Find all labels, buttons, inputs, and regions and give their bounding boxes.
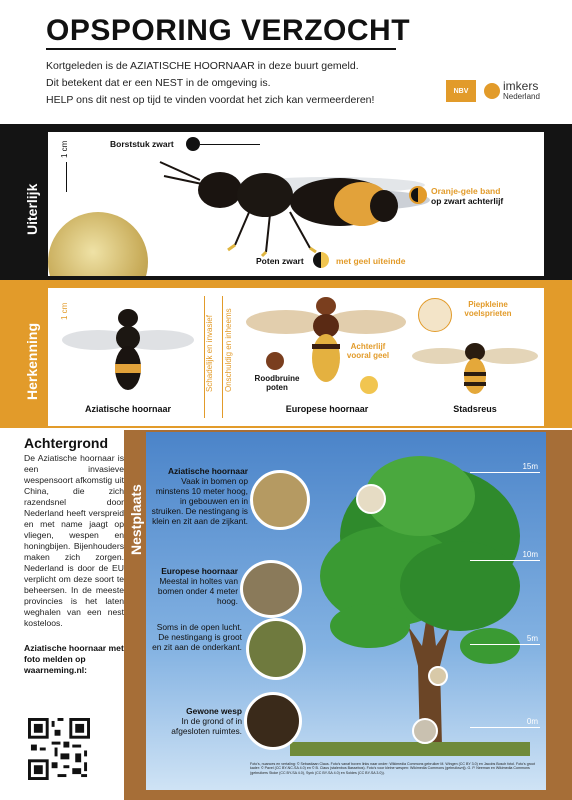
callout-band-line1: Oranje-gele band: [431, 186, 501, 196]
imkers-logo-text: imkers: [503, 78, 539, 93]
thorax-marker: [186, 137, 200, 151]
title-underline: [46, 48, 396, 50]
nest-entry-europees-text: Meestal in holtes van bomen onder 4 meter hoog.: [157, 576, 238, 606]
photo-wasp-nest: [244, 692, 302, 750]
page-title: OPSPORING VERZOCHT: [46, 14, 411, 47]
label-achterlijf: Achterlijf vooral geel: [346, 342, 390, 360]
intro-line-2: Dit betekent dat er een NEST in de omgeving is.: [46, 77, 271, 89]
uiterlijk-scale: 1 cm: [60, 140, 69, 158]
divider-right: [222, 296, 223, 418]
achtergrond-heading: Achtergrond: [24, 435, 108, 451]
netherlands-map-icon: [484, 83, 500, 99]
abdomen-marker: [409, 186, 427, 204]
stadsreus-image: [412, 334, 538, 398]
nestplaats-label: Nestplaats: [128, 484, 144, 555]
tree-image: [290, 446, 530, 756]
nest-entry-aziatisch-title: Aziatische hoornaar: [167, 466, 248, 476]
imkers-logo: [484, 78, 540, 101]
height-10m: [470, 550, 540, 561]
nbv-logo: NBV: [446, 80, 476, 102]
callout-poten: Poten zwart: [256, 256, 304, 266]
european-nest-marker: [428, 666, 448, 686]
scale-bar: [66, 162, 67, 192]
nest-entry-wesp-title: Gewone wesp: [186, 706, 242, 716]
herkenning-label: Herkenning: [24, 322, 40, 400]
nest-entry-europees: [150, 566, 238, 606]
nest-entry-wesp: [150, 706, 242, 736]
nest-entry-europees-title: Europese hoornaar: [161, 566, 238, 576]
report-cta: Aziatische hoornaar met foto melden op waarneming.nl:: [24, 643, 124, 675]
euro-coin: [48, 212, 148, 276]
label-schadelijk: Schadelijk en invasief: [205, 315, 214, 392]
caption-europees: Europese hoornaar: [285, 404, 369, 414]
logos: [446, 80, 540, 102]
nest-entry-open: Soms in de open lucht. De nestingang is groot en zit aan de onderkant.: [152, 622, 242, 652]
caption-aziatisch: Aziatische hoornaar: [84, 404, 172, 414]
callout-geel: met geel uiteinde: [336, 256, 406, 266]
callout-band-line2: op zwart achterlijf: [431, 196, 504, 206]
photo-european-nest-cavity: [240, 560, 302, 618]
nest-entry-aziatisch-text: Vaak in bomen op minstens 10 meter hoog, in gebouwen en in struiken. De nestingang is klein en zit aan de zijkant.: [151, 476, 248, 526]
caption-stadsreus: Stadsreus: [453, 404, 497, 414]
height-0m: [470, 717, 540, 728]
intro-line-3: HELP ons dit nest op tijd te vinden voordat het zich kan vermeerderen!: [46, 94, 375, 106]
height-15m: [470, 462, 540, 473]
label-roodbruin: Roodbruine poten: [254, 374, 300, 392]
qr-code[interactable]: [28, 718, 90, 780]
roodbruin-marker: [266, 352, 284, 370]
label-onschuldig: Onschuldig en inheems: [224, 308, 233, 392]
photo-credits: Foto's, nuances en vertaling: © Sebastiaan Claus. Foto's vanaf boven links naar onder: Wikimedia Commons gebruiker M. Wingen (CC BY 3.0) en Jacobs Bosch fotol. Foto's groot kader: © Pavel (CC BY-NC-SA 4.0) en © B. Claus (stalenbos Bassebos). Foto's voor kleine wespen: Wikimedia Commons (gebruiksvrij). G. P. Neeman en Wikimedia Commons (gebruikers Stoke (CC BY-SA 4.0), Synk (CC BY-SA 4.0) en Soldes (CC BY-SA 3.0)).: [250, 762, 535, 775]
imkers-logo-sub: Nederland: [503, 91, 540, 101]
nest-entry-aziatisch: [150, 466, 248, 526]
height-15m-label: 15m: [522, 462, 538, 471]
nest-entry-wesp-text: In de grond of in afgesloten ruimtes.: [171, 716, 242, 736]
achtergrond-body: De Aziatische hoornaar is een invasieve wespensoort afkomstig uit China, die zich razendsnel door Nederland heeft verspreid en met name jaagt op vliegen, wespen en honingbijen. Bijenhouders maken zich zorgen. Nederland is door de EU verplicht om deze soort te beheersen. In de meeste provincies is het laten weghalen van een nest kosteloos.: [24, 453, 124, 628]
intro-text: [46, 58, 374, 109]
geel-marker: [360, 376, 378, 394]
achtergrond-section: [24, 435, 124, 676]
photo-european-nest-open: [246, 618, 306, 680]
uiterlijk-label: Uiterlijk: [24, 183, 40, 235]
antennae-zoom: [418, 298, 452, 332]
callout-band: [431, 186, 503, 206]
height-0m-label: 0m: [526, 717, 538, 726]
height-5m: [470, 634, 540, 645]
photo-asian-nest: [250, 470, 310, 530]
height-5m-label: 5m: [526, 634, 538, 643]
wasp-nest-marker: [412, 718, 438, 744]
asian-nest-marker: [356, 484, 386, 514]
hornet-image: [140, 140, 450, 260]
callout-borststuk: Borststuk zwart: [110, 139, 174, 149]
herkenning-scale: 1 cm: [60, 302, 69, 320]
leg-marker: [313, 252, 329, 268]
label-piepklein: Piepkleine voelsprieten: [464, 300, 512, 318]
intro-line-1: Kortgeleden is de AZIATISCHE HOORNAAR in deze buurt gemeld.: [46, 60, 359, 72]
height-10m-label: 10m: [522, 550, 538, 559]
leader-borststuk: [200, 144, 260, 145]
asian-hornet-image: [58, 298, 198, 398]
